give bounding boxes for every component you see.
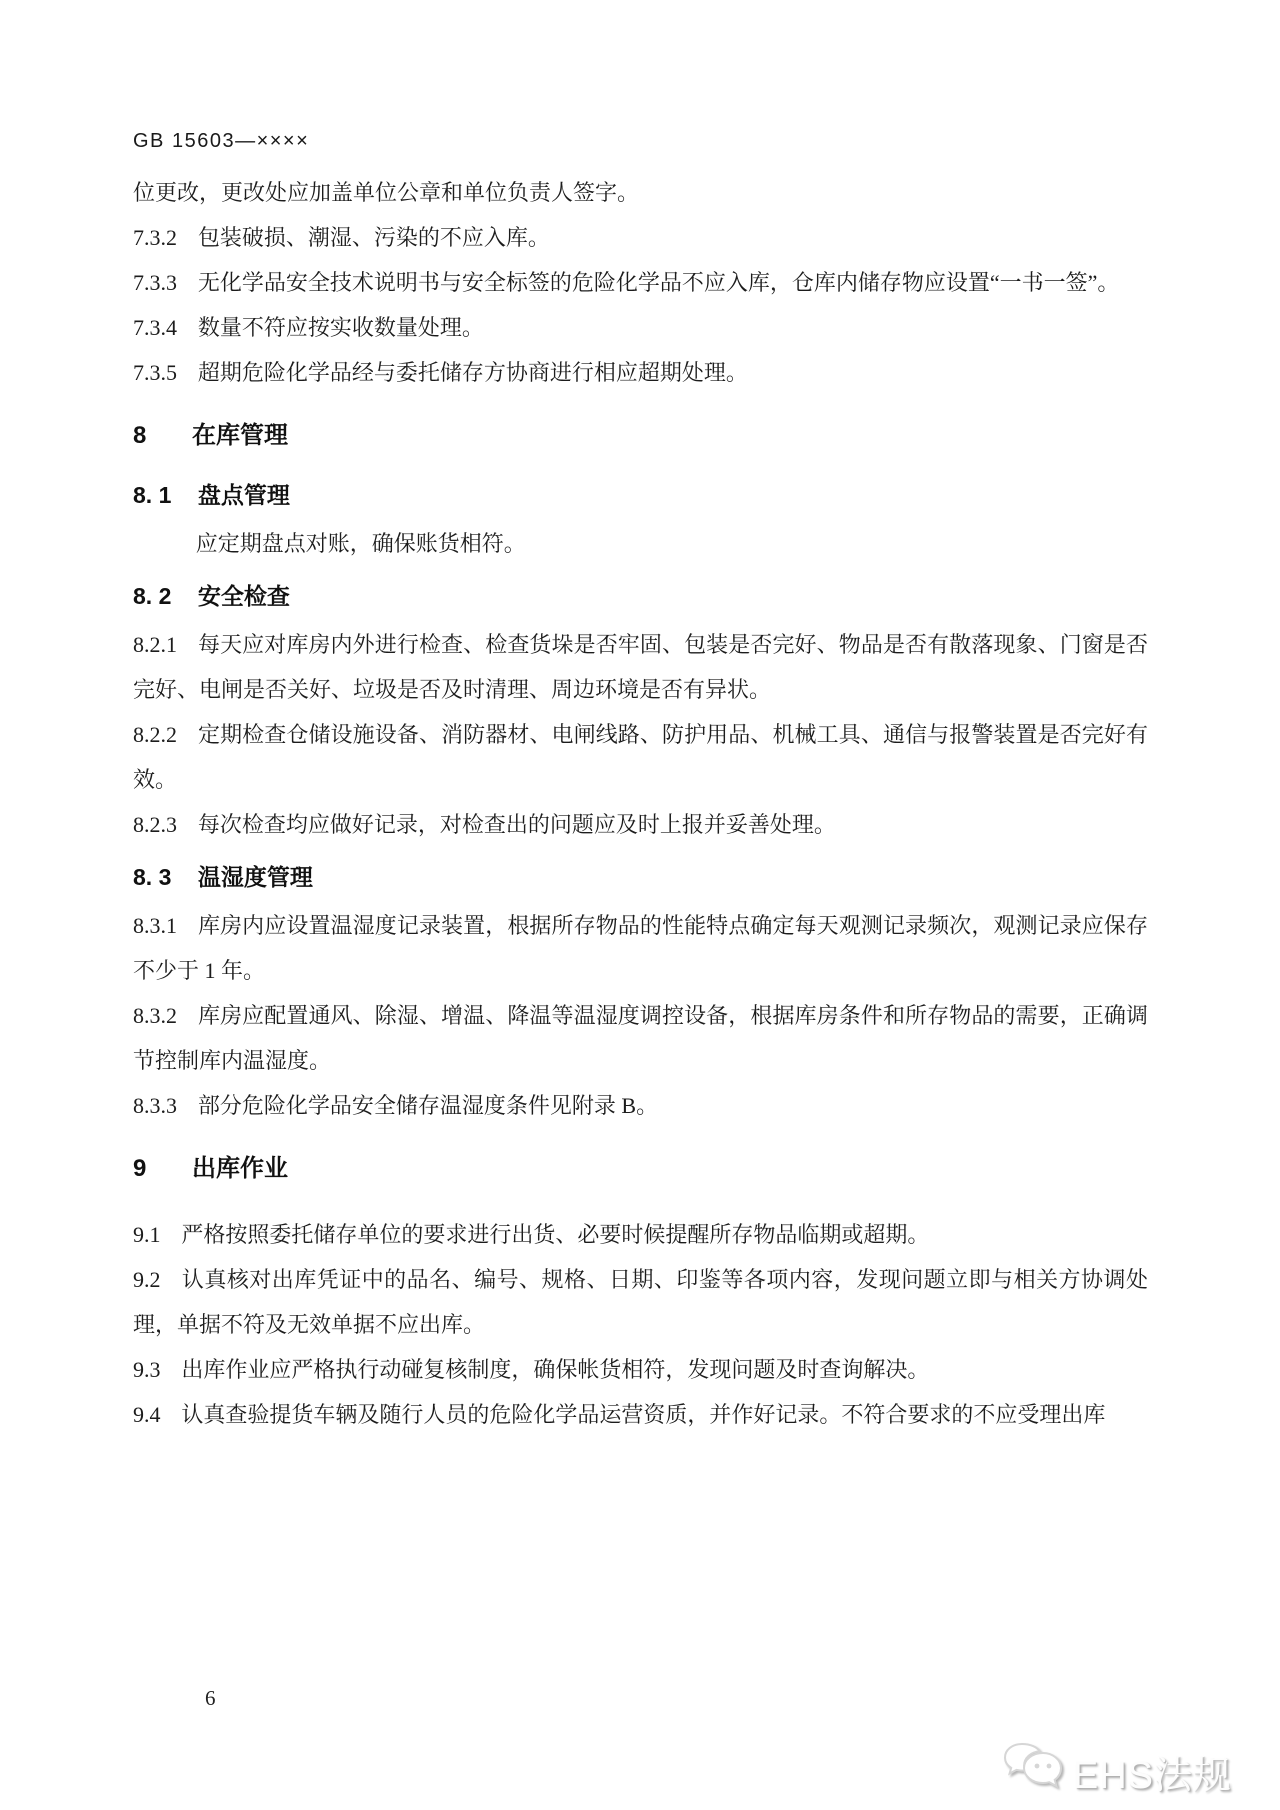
- section-title: 盘点管理: [197, 482, 290, 508]
- clause-text: 认真核对出库凭证中的品名、编号、规格、日期、印鉴等各项内容，发现问题立即与相关方协调处理，单据不符及无效单据不应出库。: [133, 1267, 1148, 1337]
- clause-9-2: [133, 1257, 1148, 1347]
- watermark-text: EHS法规: [1072, 1755, 1232, 1797]
- clause-text: 无化学品安全技术说明书与安全标签的危险化学品不应入库，仓库内储存物应设置“一书一签”。: [197, 270, 1120, 295]
- clause-number: 8.2.1: [133, 632, 177, 657]
- section-number: 8. 3: [133, 864, 172, 890]
- clause-8-2-2: [133, 712, 1148, 802]
- clause-8-3-3: [133, 1083, 1148, 1128]
- section-number: 8: [133, 422, 147, 449]
- section-number: 8. 2: [133, 583, 172, 609]
- clause-text: 认真查验提货车辆及随行人员的危险化学品运营资质，并作好记录。不符合要求的不应受理出库: [181, 1402, 1106, 1427]
- clause-text: 数量不符应按实收数量处理。: [197, 315, 484, 340]
- continued-paragraph: 位更改，更改处应加盖单位公章和单位负责人签字。: [133, 180, 640, 205]
- clause-7-3-2: [133, 215, 1148, 260]
- section-number: 9: [133, 1155, 147, 1182]
- clause-number: 7.3.5: [133, 360, 177, 385]
- paragraph-8-1-body: 应定期盘点对账，确保账货相符。: [195, 531, 526, 556]
- clause-text: 严格按照委托储存单位的要求进行出货、必要时候提醒所存物品临期或超期。: [181, 1222, 930, 1247]
- clause-number: 7.3.2: [133, 225, 177, 250]
- section-title: 温湿度管理: [197, 864, 313, 890]
- section-8-2-heading: [133, 580, 1148, 612]
- section-8-heading: [133, 419, 1148, 453]
- clause-number: 7.3.3: [133, 270, 177, 295]
- page-number: 6: [205, 1686, 216, 1710]
- clause-text: 每天应对库房内外进行检查、检查货垛是否牢固、包装是否完好、物品是否有散落现象、门窗是否完好、电闸是否关好、垃圾是否及时清理、周边环境是否有异状。: [133, 632, 1148, 702]
- section-8-3-heading: [133, 861, 1148, 893]
- clause-7-3-5: [133, 350, 1148, 395]
- clause-7-3-3: [133, 260, 1148, 305]
- clause-8-3-2: [133, 993, 1148, 1083]
- clause-number: 8.2.3: [133, 812, 177, 837]
- section-9-heading: [133, 1152, 1148, 1186]
- clause-text: 每次检查均应做好记录，对检查出的问题应及时上报并妥善处理。: [197, 812, 836, 837]
- wechat-icon: [1001, 1740, 1067, 1803]
- clause-8-3-1: [133, 903, 1148, 993]
- clause-7-3-4: [133, 305, 1148, 350]
- clause-number: 7.3.4: [133, 315, 177, 340]
- clause-text: 库房内应设置温湿度记录装置，根据所存物品的性能特点确定每天观测记录频次，观测记录应保存不少于 1 年。: [133, 913, 1148, 983]
- ehs-watermark: [1001, 1740, 1232, 1803]
- clause-text: 定期检查仓储设施设备、消防器材、电闸线路、防护用品、机械工具、通信与报警装置是否完好有效。: [133, 722, 1148, 792]
- standard-number-header: GB 15603—××××: [133, 130, 310, 152]
- clause-number: 8.2.2: [133, 722, 177, 747]
- clause-number: 8.3.1: [133, 913, 177, 938]
- clause-number: 9.2: [133, 1267, 161, 1292]
- clause-8-2-1: [133, 622, 1148, 712]
- clause-number: 8.3.2: [133, 1003, 177, 1028]
- clause-number: 9.1: [133, 1222, 161, 1247]
- section-number: 8. 1: [133, 482, 172, 508]
- clause-number: 9.4: [133, 1402, 161, 1427]
- clause-number: 9.3: [133, 1357, 161, 1382]
- section-8-1-heading: [133, 479, 1148, 511]
- clause-text: 超期危险化学品经与委托储存方协商进行相应超期处理。: [197, 360, 748, 385]
- section-title: 出库作业: [191, 1155, 288, 1182]
- clause-9-3: [133, 1347, 1148, 1392]
- section-title: 在库管理: [191, 422, 288, 449]
- section-title: 安全检查: [197, 583, 290, 609]
- clause-text: 库房应配置通风、除湿、增温、降温等温湿度调控设备，根据库房条件和所存物品的需要，正确调节控制库内温湿度。: [133, 1003, 1148, 1073]
- clause-text: 部分危险化学品安全储存温湿度条件见附录 B。: [197, 1093, 659, 1118]
- clause-9-4: [133, 1392, 1148, 1437]
- clause-9-1: [133, 1212, 1148, 1257]
- clause-text: 出库作业应严格执行动碰复核制度，确保帐货相符，发现问题及时查询解决。: [181, 1357, 930, 1382]
- clause-8-2-3: [133, 802, 1148, 847]
- clause-text: 包装破损、潮湿、污染的不应入库。: [197, 225, 550, 250]
- clause-number: 8.3.3: [133, 1093, 177, 1118]
